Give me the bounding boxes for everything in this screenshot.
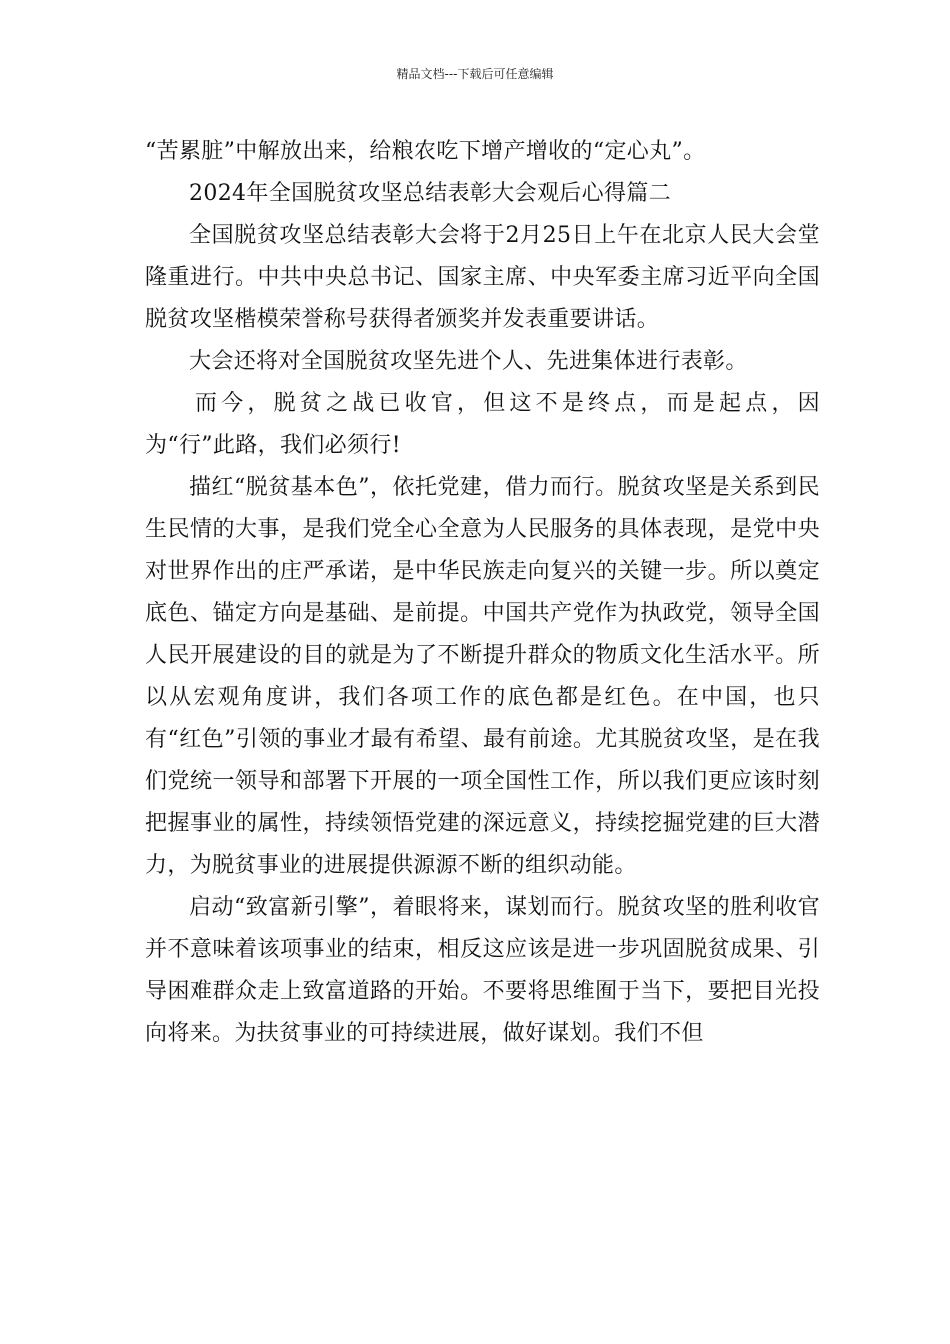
paragraph-commendation: 大会还将对全国脱贫攻坚先进个人、先进集体进行表彰。 xyxy=(189,349,748,374)
paragraph-continuation: “苦累脏”中解放出来，给粮农吃下增产增收的“定心丸”。 xyxy=(145,139,706,164)
paragraph-future-planning: 启动“致富新引擎”，着眼将来，谋划而行。脱贫攻坚的胜利收官并不意味着该项事业的结束，相反这应该是进一步巩固脱贫成果、引导困难群众走上致富道路的开始。不要将思维囿于当下，要把目光投向将来。为扶贫事业的可持续进展，做好谋划。我们不但 xyxy=(145,895,820,1046)
document-body xyxy=(145,131,820,1055)
section-title: 2024年全国脱贫攻坚总结表彰大会观后心得篇二 xyxy=(189,181,672,206)
page-header: 精品文档---下载后可任意编辑 xyxy=(396,67,554,81)
paragraph-party-building: 描红“脱贫基本色”，依托党建，借力而行。脱贫攻坚是关系到民生民情的大事，是我们党全心全意为人民服务的具体表现，是党中央对世界作出的庄严承诺，是中华民族走向复兴的关键一步。所以奠定底色、锚定方向是基础、是前提。中国共产党作为执政党，领导全国人民开展建设的目的就是为了不断提升群众的物质文化生活水平。所以从宏观角度讲，我们各项工作的底色都是红色。在中国，也只有“红色”引领的事业才最有希望、最有前途。尤其脱贫攻坚，是在我们党统一领导和部署下开展的一项全国性工作，所以我们更应该时刻把握事业的属性，持续领悟党建的深远意义，持续挖掘党建的巨大潜力，为脱贫事业的进展提供源源不断的组织动能。 xyxy=(145,475,820,878)
paragraph-starting-point: 而今，脱贫之战已收官，但这不是终点，而是起点，因为“行”此路，我们必须行! xyxy=(145,391,820,458)
paragraph-conference-intro: 全国脱贫攻坚总结表彰大会将于2月25日上午在北京人民大会堂隆重进行。中共中央总书记、国家主席、中央军委主席习近平向全国脱贫攻坚楷模荣誉称号获得者颁奖并发表重要讲话。 xyxy=(145,223,820,332)
